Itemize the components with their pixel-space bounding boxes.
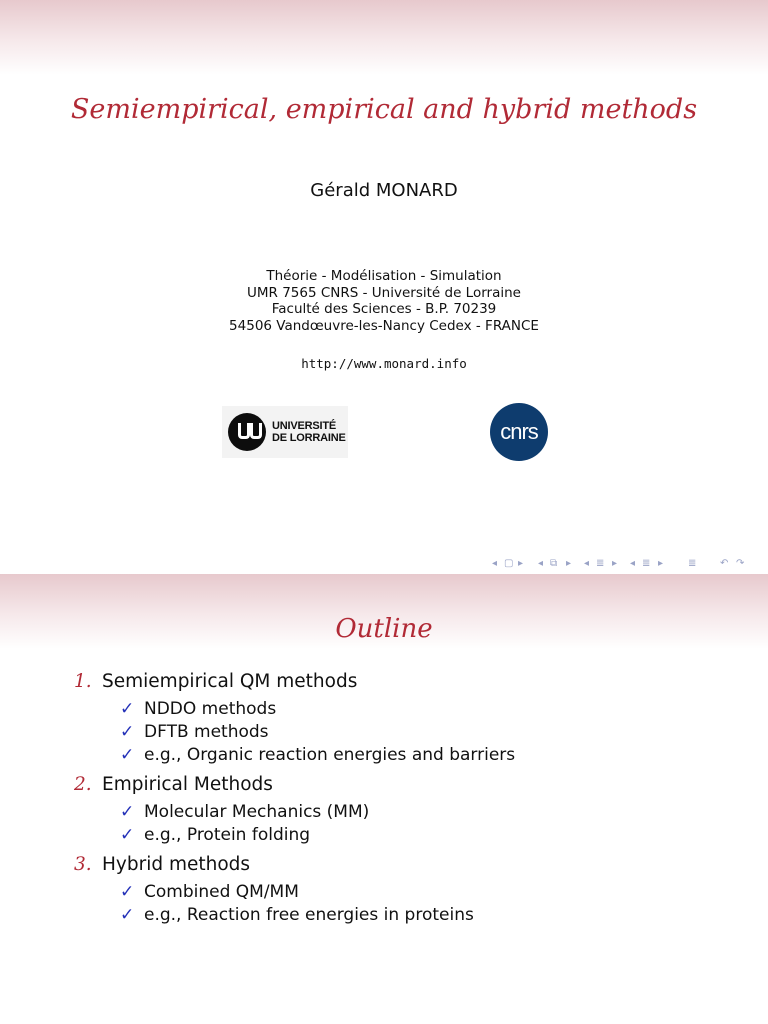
item-label: Semiempirical QM methods	[102, 671, 358, 692]
ul-logo-line: DE LORRAINE	[272, 432, 346, 444]
subitem-label: e.g., Reaction free energies in proteins	[144, 905, 474, 925]
nav-section-icon[interactable]: ≣	[642, 558, 651, 569]
check-icon: ✓	[120, 699, 135, 719]
check-icon: ✓	[120, 802, 135, 822]
outline-item	[74, 671, 357, 692]
nav-forward-icon[interactable]: ↷	[736, 558, 745, 569]
check-icon: ✓	[120, 745, 135, 765]
outline-subitem	[120, 699, 276, 719]
outline-subitem	[120, 722, 269, 742]
item-number: 2.	[74, 774, 92, 795]
cnrs-logo-text: cnrs	[500, 419, 538, 444]
outline-subitem	[120, 882, 299, 902]
ul-logo-text	[272, 420, 346, 444]
author-url[interactable]: http://www.monard.info	[301, 356, 467, 371]
item-label: Empirical Methods	[102, 774, 273, 795]
nav-frame-icon[interactable]: ▢	[504, 558, 514, 569]
nav-left-arrow-icon[interactable]: ◂	[630, 558, 636, 569]
ul-badge-icon	[228, 413, 266, 451]
check-icon: ✓	[120, 722, 135, 742]
outline-subitem	[120, 802, 369, 822]
author-name: Gérald MONARD	[310, 180, 458, 201]
nav-left-arrow-icon[interactable]: ◂	[492, 558, 498, 569]
subitem-label: NDDO methods	[144, 699, 277, 719]
ul-logo-line: UNIVERSITÉ	[272, 420, 337, 432]
universite-de-lorraine-logo	[222, 406, 348, 458]
nav-back-icon[interactable]: ↶	[720, 558, 729, 569]
nav-right-arrow-icon[interactable]: ▸	[658, 558, 664, 569]
nav-subsection-icon[interactable]: ⧉	[550, 558, 558, 569]
nav-toc-icon[interactable]: ≣	[688, 558, 697, 569]
outline-subitem	[120, 905, 474, 925]
nav-section-icon[interactable]: ≣	[596, 558, 605, 569]
nav-left-arrow-icon[interactable]: ◂	[584, 558, 590, 569]
affiliation-line: Faculté des Sciences - B.P. 70239	[271, 301, 497, 317]
subitem-label: Molecular Mechanics (MM)	[144, 802, 370, 822]
item-label: Hybrid methods	[102, 854, 251, 875]
presentation-title: Semiempirical, empirical and hybrid methods	[70, 94, 698, 125]
outline-subitem	[120, 825, 310, 845]
header-gradient	[0, 0, 768, 75]
outline-subitem	[120, 745, 515, 765]
nav-right-arrow-icon[interactable]: ▸	[566, 558, 572, 569]
affiliation-block	[0, 268, 768, 334]
outline-title: Outline	[335, 614, 433, 644]
beamer-navigation-bar	[492, 557, 762, 571]
check-icon: ✓	[120, 905, 135, 925]
cnrs-logo	[490, 403, 548, 461]
outline-item	[74, 774, 273, 795]
check-icon: ✓	[120, 882, 135, 902]
subitem-label: e.g., Protein folding	[144, 825, 311, 845]
subitem-label: DFTB methods	[144, 722, 269, 742]
affiliation-line: 54506 Vandœuvre-les-Nancy Cedex - FRANCE	[229, 317, 539, 334]
outline-item	[74, 854, 250, 875]
check-icon: ✓	[120, 825, 135, 845]
subitem-label: e.g., Organic reaction energies and barriers	[144, 745, 516, 765]
affiliation-line: Théorie - Modélisation - Simulation	[266, 268, 502, 284]
item-number: 3.	[74, 854, 92, 875]
nav-right-arrow-icon[interactable]: ▸	[612, 558, 618, 569]
affiliation-line: UMR 7565 CNRS - Université de Lorraine	[247, 284, 521, 301]
subitem-label: Combined QM/MM	[144, 882, 299, 902]
nav-right-arrow-icon[interactable]: ▸	[518, 558, 524, 569]
nav-left-arrow-icon[interactable]: ◂	[538, 558, 544, 569]
item-number: 1.	[74, 671, 92, 692]
